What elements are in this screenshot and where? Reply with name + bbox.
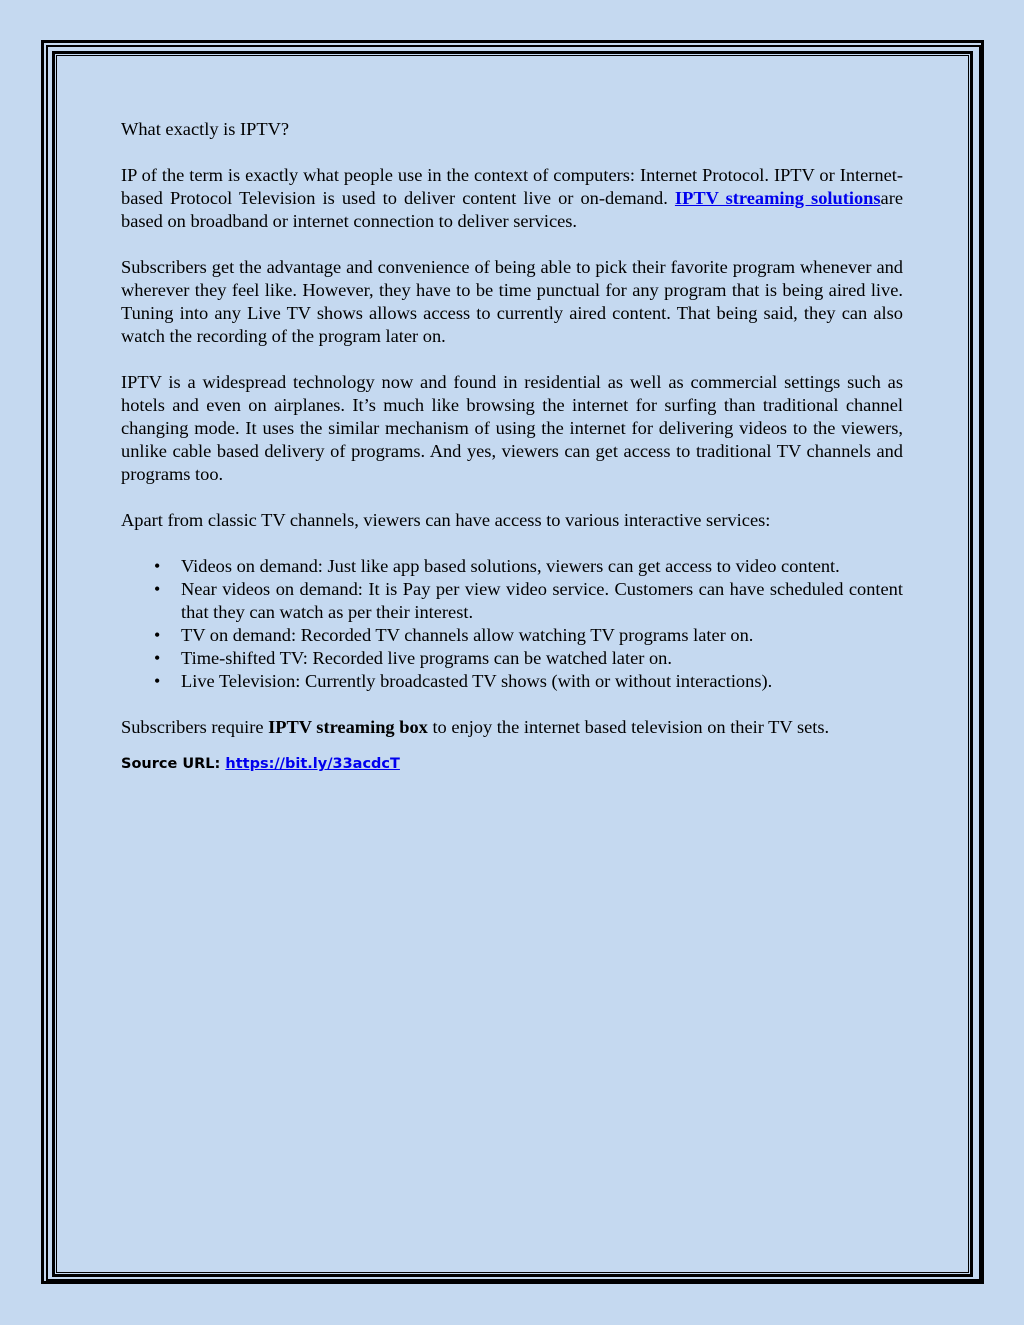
paragraph-ip-definition-tail: are based on broadband or internet connection to deliver services.	[121, 188, 903, 231]
paragraph-ip-definition-text: IP of the term is exactly what people use in the context of computers: Internet Protocol. IPTV or Internet-based Protocol Television is used to deliver content live or on-demand.	[121, 165, 903, 208]
paragraph-iptv-widespread: IPTV is a widespread technology now and found in residential as well as commercial settings such as hotels and even on airplanes. It’s much like browsing the internet for surfing than traditional channel changing mode. It uses the similar mechanism of using the internet for delivering videos to the viewers, unlike cable based delivery of programs. And yes, viewers can get access to traditional TV channels and programs too.	[121, 372, 903, 484]
source-url-link[interactable]: https://bit.ly/33acdcT	[225, 756, 400, 772]
iptv-streaming-solutions-link[interactable]: IPTV streaming solutions	[674, 188, 881, 208]
source-line	[121, 754, 903, 774]
paragraph-streaming-box-post: to enjoy the internet based television on their TV sets.	[427, 717, 830, 737]
list-item: • Videos on demand: Just like app based solutions, viewers can get access to video content.	[181, 555, 903, 578]
paragraph-streaming-box-pre: Subscribers require	[121, 717, 269, 737]
list-item: • Live Television: Currently broadcasted TV shows (with or without interactions).	[181, 670, 903, 693]
document-body	[121, 118, 903, 774]
list-item: • Near videos on demand: It is Pay per view video service. Customers can have scheduled content that they can watch as per their interest.	[181, 578, 903, 624]
document-heading: What exactly is IPTV?	[121, 119, 290, 139]
paragraph-subscribers-advantage: Subscribers get the advantage and convenience of being able to pick their favorite program whenever and wherever they feel like. However, they have to be time punctual for any program that is being aired live. Tuning into any Live TV shows allows access to currently aired content. That being said, they can also watch the recording of the program later on.	[121, 257, 903, 346]
iptv-streaming-box-bold: IPTV streaming box	[268, 717, 428, 737]
paragraph-streaming-box	[121, 716, 903, 739]
source-label: Source URL:	[121, 756, 226, 772]
paragraph-ip-definition	[121, 164, 903, 233]
paragraph-interactive-services-intro: Apart from classic TV channels, viewers can have access to various interactive services:	[121, 510, 771, 530]
list-item: • Time-shifted TV: Recorded live programs can be watched later on.	[181, 647, 903, 670]
services-list	[121, 555, 903, 693]
list-item: • TV on demand: Recorded TV channels allow watching TV programs later on.	[181, 624, 903, 647]
